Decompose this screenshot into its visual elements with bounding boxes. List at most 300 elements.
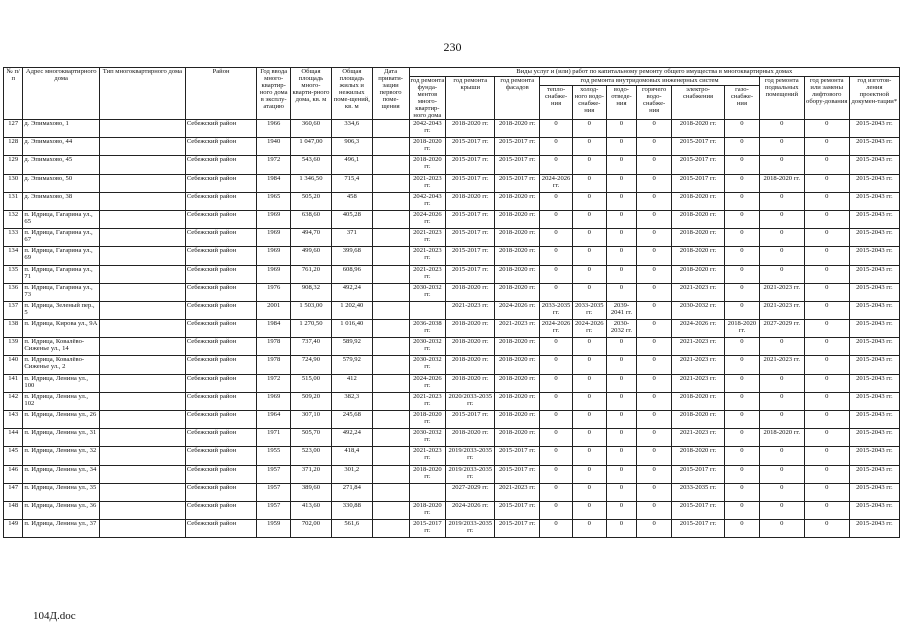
table-cell-fa: 2024-2026 гг.: [495, 301, 540, 319]
table-cell-yr: 1964: [257, 411, 291, 429]
table-cell-dist: Себежский район: [185, 501, 257, 519]
table-row: [4, 301, 900, 319]
table-cell-n: 133: [4, 229, 23, 247]
table-cell-type: [100, 374, 186, 392]
table-cell-c: 0: [572, 447, 606, 465]
table-cell-priv: [372, 356, 409, 374]
table-cell-d: 2015-2043 гг.: [849, 465, 899, 483]
table-cell-yr: 1969: [257, 210, 291, 228]
table-cell-yr: 1957: [257, 465, 291, 483]
table-cell-c: 0: [572, 392, 606, 410]
col-services: Виды услуг и (или) работ по капитальному ремонту общего имущества в многоквартирных домах: [409, 68, 900, 77]
table-cell-r: 2027-2029 гг.: [446, 483, 495, 501]
table-cell-e: 2015-2017 гг.: [671, 138, 724, 156]
table-cell-addr: п. Идрица, Ленина ул., 35: [23, 483, 100, 501]
table-cell-yr: 1978: [257, 338, 291, 356]
table-cell-d: 2015-2043 гг.: [849, 192, 899, 210]
table-cell-fa: 2018-2020 гг.: [495, 120, 540, 138]
table-cell-c: 0: [572, 138, 606, 156]
table-cell-h: 2033-2035 гг.: [540, 301, 573, 319]
table-cell-addr: п. Идрица, Ленина ул., 32: [23, 447, 100, 465]
table-cell-g: 0: [725, 411, 760, 429]
table-row: [4, 520, 900, 538]
col-sewer: водо-отведе-ния: [606, 86, 637, 120]
table-cell-b: 0: [759, 411, 804, 429]
table-cell-s: 0: [606, 429, 637, 447]
table-cell-la: 301,2: [331, 465, 372, 483]
table-cell-b: 2021-2023 гг.: [759, 283, 804, 301]
table-cell-addr: д. Эпимахово, 50: [23, 174, 100, 192]
table-cell-hw: 0: [637, 229, 672, 247]
table-cell-e: 2018-2020 гг.: [671, 210, 724, 228]
table-cell-g: 0: [725, 192, 760, 210]
table-cell-d: 2015-2043 гг.: [849, 210, 899, 228]
table-cell-dist: Себежский район: [185, 447, 257, 465]
table-cell-ta: 509,20: [291, 392, 332, 410]
table-cell-yr: 1966: [257, 120, 291, 138]
table-cell-g: 0: [725, 247, 760, 265]
table-cell-b: 0: [759, 138, 804, 156]
table-cell-li: 0: [804, 374, 849, 392]
table-cell-type: [100, 210, 186, 228]
table-cell-b: 2018-2020 гг.: [759, 429, 804, 447]
table-cell-hw: 0: [637, 483, 672, 501]
table-cell-la: 382,3: [331, 392, 372, 410]
table-cell-b: 0: [759, 210, 804, 228]
table-cell-e: 2018-2020 гг.: [671, 447, 724, 465]
table-cell-g: 0: [725, 429, 760, 447]
table-row: [4, 392, 900, 410]
table-cell-r: 2019/2033-2035 гг.: [446, 465, 495, 483]
table-cell-g: 0: [725, 520, 760, 538]
table-cell-li: 0: [804, 411, 849, 429]
table-cell-priv: [372, 120, 409, 138]
table-cell-hw: 0: [637, 429, 672, 447]
table-cell-type: [100, 447, 186, 465]
table-cell-hw: 0: [637, 356, 672, 374]
table-cell-r: 2019/2033-2035 гг.: [446, 520, 495, 538]
table-cell-addr: п. Идрица, Гагарина ул., 67: [23, 229, 100, 247]
table-cell-c: 0: [572, 283, 606, 301]
table-cell-type: [100, 411, 186, 429]
table-cell-d: 2015-2043 гг.: [849, 138, 899, 156]
table-cell-c: 0: [572, 210, 606, 228]
table-cell-n: 141: [4, 374, 23, 392]
table-cell-type: [100, 356, 186, 374]
table-cell-la: 561,6: [331, 520, 372, 538]
table-cell-li: 0: [804, 283, 849, 301]
table-cell-b: 0: [759, 392, 804, 410]
table-row: [4, 429, 900, 447]
table-cell-type: [100, 392, 186, 410]
table-cell-d: 2015-2043 гг.: [849, 120, 899, 138]
table-cell-h: 0: [540, 192, 573, 210]
table-cell-ta: 389,60: [291, 483, 332, 501]
table-cell-n: 149: [4, 520, 23, 538]
table-cell-s: 2030-2032 гг.: [606, 320, 637, 338]
table-cell-d: 2015-2043 гг.: [849, 247, 899, 265]
table-cell-s: 0: [606, 447, 637, 465]
table-cell-d: 2015-2043 гг.: [849, 392, 899, 410]
table-cell-h: 0: [540, 247, 573, 265]
table-cell-c: 0: [572, 520, 606, 538]
table-cell-la: 330,88: [331, 501, 372, 519]
table-cell-yr: 1972: [257, 374, 291, 392]
table-cell-e: 2015-2017 гг.: [671, 174, 724, 192]
table-cell-s: 0: [606, 265, 637, 283]
col-total-area: Общая площадь много-кварти-рного дома, кв. м: [291, 68, 332, 120]
table-cell-addr: п. Идрица, Зеленый пер., 5: [23, 301, 100, 319]
table-row: [4, 338, 900, 356]
table-cell-s: 2039-2041 гг.: [606, 301, 637, 319]
table-cell-e: 2018-2020 гг.: [671, 247, 724, 265]
table-cell-r: 2015-2017 гг.: [446, 265, 495, 283]
table-cell-type: [100, 247, 186, 265]
table-row: [4, 483, 900, 501]
table-cell-b: 0: [759, 447, 804, 465]
table-cell-addr: п. Идрица, Гагарина ул., 73: [23, 283, 100, 301]
table-cell-e: 2033-2035 гг.: [671, 483, 724, 501]
table-cell-c: 0: [572, 356, 606, 374]
table-cell-h: 2024-2026 гг.: [540, 320, 573, 338]
table-cell-addr: п. Идрица, Ленина ул., 34: [23, 465, 100, 483]
table-cell-addr: д. Эпимахово, 1: [23, 120, 100, 138]
table-cell-h: 0: [540, 138, 573, 156]
table-cell-ta: 307,10: [291, 411, 332, 429]
table-cell-d: 2015-2043 гг.: [849, 265, 899, 283]
table-cell-yr: 1957: [257, 501, 291, 519]
table-cell-fa: 2018-2020 гг.: [495, 229, 540, 247]
footer-filename: 104Д.doc: [33, 610, 76, 622]
table-cell-n: 146: [4, 465, 23, 483]
table-cell-la: 418,4: [331, 447, 372, 465]
table-cell-yr: 1984: [257, 174, 291, 192]
table-row: [4, 174, 900, 192]
table-cell-n: 138: [4, 320, 23, 338]
table-cell-li: 0: [804, 392, 849, 410]
table-row: [4, 283, 900, 301]
table-cell-n: 140: [4, 356, 23, 374]
table-cell-f: 2024-2026 гг.: [409, 374, 446, 392]
table-cell-priv: [372, 465, 409, 483]
table-cell-n: 145: [4, 447, 23, 465]
table-cell-d: 2015-2043 гг.: [849, 338, 899, 356]
table-cell-ta: 724,90: [291, 356, 332, 374]
table-row: [4, 210, 900, 228]
table-cell-f: [409, 483, 446, 501]
table-cell-type: [100, 501, 186, 519]
table-cell-s: 0: [606, 192, 637, 210]
table-cell-c: 0: [572, 483, 606, 501]
table-cell-e: 2018-2020 гг.: [671, 192, 724, 210]
table-cell-d: 2015-2043 гг.: [849, 520, 899, 538]
table-cell-fa: 2018-2020 гг.: [495, 192, 540, 210]
table-cell-r: 2018-2020 гг.: [446, 374, 495, 392]
table-cell-e: 2015-2017 гг.: [671, 156, 724, 174]
table-cell-dist: Себежский район: [185, 374, 257, 392]
col-elec: электро-снабжения: [671, 86, 724, 120]
table-cell-s: 0: [606, 229, 637, 247]
table-cell-la: 399,68: [331, 247, 372, 265]
table-cell-b: 0: [759, 120, 804, 138]
table-cell-d: 2015-2043 гг.: [849, 156, 899, 174]
table-cell-la: 405,28: [331, 210, 372, 228]
table-cell-h: 0: [540, 374, 573, 392]
table-cell-s: 0: [606, 138, 637, 156]
table-cell-addr: п. Идрица, Ленина ул., 26: [23, 411, 100, 429]
table-cell-type: [100, 174, 186, 192]
table-cell-ta: 499,60: [291, 247, 332, 265]
table-cell-yr: 1976: [257, 283, 291, 301]
table-cell-r: 2018-2020 гг.: [446, 192, 495, 210]
table-cell-yr: 1984: [257, 320, 291, 338]
table-cell-addr: п. Идрица, Ленина ул., 37: [23, 520, 100, 538]
table-cell-type: [100, 338, 186, 356]
table-cell-la: 496,1: [331, 156, 372, 174]
table-cell-ta: 505,20: [291, 192, 332, 210]
table-cell-type: [100, 156, 186, 174]
table-cell-b: 0: [759, 247, 804, 265]
table-cell-f: 2042-2043 гг.: [409, 120, 446, 138]
table-cell-e: 2015-2017 гг.: [671, 520, 724, 538]
table-cell-type: [100, 229, 186, 247]
table-cell-c: 0: [572, 429, 606, 447]
table-cell-s: 0: [606, 520, 637, 538]
table-cell-li: 0: [804, 520, 849, 538]
table-cell-hw: 0: [637, 501, 672, 519]
table-cell-c: 0: [572, 465, 606, 483]
table-cell-c: 0: [572, 374, 606, 392]
table-cell-d: 2015-2043 гг.: [849, 320, 899, 338]
table-cell-hw: 0: [637, 210, 672, 228]
table-cell-la: 492,24: [331, 429, 372, 447]
table-cell-fa: 2015-2017 гг.: [495, 138, 540, 156]
table-cell-h: 0: [540, 356, 573, 374]
table-cell-ta: 638,60: [291, 210, 332, 228]
table-cell-dist: Себежский район: [185, 356, 257, 374]
table-row: [4, 265, 900, 283]
col-systems: год ремонта внутридомовых инженерных систем: [540, 77, 760, 86]
table-cell-addr: п. Идрица, Ленина ул., 31: [23, 429, 100, 447]
table-cell-r: 2015-2017 гг.: [446, 411, 495, 429]
table-cell-e: 2018-2020 гг.: [671, 229, 724, 247]
table-cell-d: 2015-2043 гг.: [849, 447, 899, 465]
table-cell-li: 0: [804, 320, 849, 338]
table-cell-priv: [372, 156, 409, 174]
table-row: [4, 374, 900, 392]
table-cell-f: 2018-2020 гг.: [409, 411, 446, 429]
table-cell-b: 0: [759, 338, 804, 356]
table-cell-n: 144: [4, 429, 23, 447]
table-cell-n: 137: [4, 301, 23, 319]
table-cell-ta: 761,20: [291, 265, 332, 283]
table-cell-hw: 0: [637, 392, 672, 410]
table-cell-e: 2015-2017 гг.: [671, 465, 724, 483]
table-cell-h: 2024-2026 гг.: [540, 174, 573, 192]
table-cell-yr: 1972: [257, 156, 291, 174]
table-cell-r: 2018-2020 гг.: [446, 429, 495, 447]
table-cell-addr: д. Эпимахово, 38: [23, 192, 100, 210]
col-cold: холод-ного водо-снабже-ния: [572, 86, 606, 120]
table-cell-addr: п. Идрица, Ковалёво-Сиженье ул., 14: [23, 338, 100, 356]
table-cell-priv: [372, 429, 409, 447]
table-cell-ta: 505,70: [291, 429, 332, 447]
table-cell-r: 2021-2023 гг.: [446, 301, 495, 319]
table-cell-b: 0: [759, 520, 804, 538]
table-cell-priv: [372, 320, 409, 338]
table-cell-type: [100, 483, 186, 501]
table-cell-ta: 702,00: [291, 520, 332, 538]
table-cell-fa: 2018-2020 гг.: [495, 265, 540, 283]
col-type: Тип многоквартирного дома: [100, 68, 186, 120]
col-living-area: Общая площадь жилых и нежилых поме-щений, кв. м: [331, 68, 372, 120]
table-cell-s: 0: [606, 411, 637, 429]
table-cell-priv: [372, 483, 409, 501]
table-cell-dist: Себежский район: [185, 283, 257, 301]
table-cell-g: 0: [725, 356, 760, 374]
table-cell-addr: п. Идрица, Гагарина ул., 69: [23, 247, 100, 265]
table-cell-li: 0: [804, 301, 849, 319]
table-cell-b: 2018-2020 гг.: [759, 174, 804, 192]
table-row: [4, 156, 900, 174]
table-cell-d: 2015-2043 гг.: [849, 283, 899, 301]
table-cell-la: 906,3: [331, 138, 372, 156]
table-cell-yr: 1969: [257, 265, 291, 283]
col-privatization: Дата привати-зации первого поме-щения: [372, 68, 409, 120]
table-cell-h: 0: [540, 483, 573, 501]
table-row: [4, 247, 900, 265]
table-cell-d: 2015-2043 гг.: [849, 374, 899, 392]
table-cell-dist: Себежский район: [185, 465, 257, 483]
table-cell-s: 0: [606, 465, 637, 483]
table-cell-b: 0: [759, 465, 804, 483]
table-body: [4, 120, 900, 538]
col-address: Адрес многоквартирного дома: [23, 68, 100, 120]
table-row: [4, 411, 900, 429]
table-cell-r: 2018-2020 гг.: [446, 338, 495, 356]
table-cell-s: 0: [606, 392, 637, 410]
table-cell-d: 2015-2043 гг.: [849, 483, 899, 501]
table-cell-s: 0: [606, 210, 637, 228]
table-cell-hw: 0: [637, 338, 672, 356]
table-cell-f: 2018-2020 гг.: [409, 501, 446, 519]
table-cell-priv: [372, 265, 409, 283]
table-cell-f: 2030-2032 гг.: [409, 429, 446, 447]
table-cell-hw: 0: [637, 520, 672, 538]
table-cell-la: 334,6: [331, 120, 372, 138]
table-cell-d: 2015-2043 гг.: [849, 356, 899, 374]
table-cell-ta: 908,32: [291, 283, 332, 301]
table-cell-li: 0: [804, 120, 849, 138]
table-cell-f: 2042-2043 гг.: [409, 192, 446, 210]
table-cell-addr: п. Идрица, Гагарина ул., 71: [23, 265, 100, 283]
table-cell-e: 2021-2023 гг.: [671, 338, 724, 356]
table-cell-h: 0: [540, 338, 573, 356]
col-roof: год ремонта крыши: [446, 77, 495, 120]
table-cell-yr: 1965: [257, 192, 291, 210]
table-cell-fa: 2018-2020 гг.: [495, 283, 540, 301]
table-cell-type: [100, 320, 186, 338]
table-cell-h: 0: [540, 229, 573, 247]
table-cell-li: 0: [804, 356, 849, 374]
table-cell-r: 2015-2017 гг.: [446, 247, 495, 265]
table-cell-hw: 0: [637, 192, 672, 210]
table-cell-ta: 1 270,50: [291, 320, 332, 338]
table-cell-fa: 2015-2017 гг.: [495, 156, 540, 174]
table-cell-n: 147: [4, 483, 23, 501]
table-cell-g: 0: [725, 447, 760, 465]
table-cell-n: 128: [4, 138, 23, 156]
table-cell-n: 139: [4, 338, 23, 356]
table-cell-ta: 371,20: [291, 465, 332, 483]
table-cell-b: 0: [759, 229, 804, 247]
table-cell-c: 0: [572, 229, 606, 247]
table-cell-g: 0: [725, 501, 760, 519]
table-cell-fa: 2021-2023 гг.: [495, 483, 540, 501]
table-cell-h: 0: [540, 411, 573, 429]
table-cell-dist: Себежский район: [185, 247, 257, 265]
table-cell-hw: 0: [637, 301, 672, 319]
table-cell-s: 0: [606, 247, 637, 265]
col-gas: газо-снабже-ния: [725, 86, 760, 120]
table-cell-type: [100, 192, 186, 210]
table-cell-r: 2020/2033-2035 гг.: [446, 392, 495, 410]
table-cell-yr: 1969: [257, 229, 291, 247]
table-cell-e: 2015-2017 гг.: [671, 501, 724, 519]
table-cell-dist: Себежский район: [185, 120, 257, 138]
table-cell-fa: 2018-2020 гг.: [495, 338, 540, 356]
table-cell-f: 2015-2017 гг.: [409, 520, 446, 538]
table-row: [4, 447, 900, 465]
table-cell-type: [100, 283, 186, 301]
table-cell-dist: Себежский район: [185, 265, 257, 283]
table-cell-f: 2021-2023 гг.: [409, 229, 446, 247]
table-cell-n: 143: [4, 411, 23, 429]
table-cell-b: 0: [759, 265, 804, 283]
table-cell-priv: [372, 283, 409, 301]
table-cell-f: 2021-2023 гг.: [409, 174, 446, 192]
table-cell-la: 412: [331, 374, 372, 392]
table-cell-g: 0: [725, 138, 760, 156]
table-cell-g: 0: [725, 301, 760, 319]
table-cell-n: 132: [4, 210, 23, 228]
table-cell-h: 0: [540, 447, 573, 465]
table-cell-r: 2018-2020 гг.: [446, 120, 495, 138]
table-cell-ta: 515,00: [291, 374, 332, 392]
table-cell-addr: д. Эпимахово, 44: [23, 138, 100, 156]
table-cell-f: 2021-2023 гг.: [409, 265, 446, 283]
table-cell-li: 0: [804, 210, 849, 228]
table-cell-h: 0: [540, 156, 573, 174]
table-cell-hw: 0: [637, 283, 672, 301]
table-cell-s: 0: [606, 483, 637, 501]
page-number: 230: [443, 40, 462, 54]
table-cell-g: 0: [725, 374, 760, 392]
table-cell-ta: 413,60: [291, 501, 332, 519]
table-cell-priv: [372, 192, 409, 210]
table-cell-n: 134: [4, 247, 23, 265]
table-cell-c: 0: [572, 174, 606, 192]
table-cell-li: 0: [804, 338, 849, 356]
table-cell-g: 0: [725, 483, 760, 501]
table-cell-r: 2015-2017 гг.: [446, 229, 495, 247]
table-cell-yr: 1978: [257, 356, 291, 374]
table-cell-b: 0: [759, 501, 804, 519]
table-cell-c: 2033-2035 гг.: [572, 301, 606, 319]
col-lift: год ремонта или замены лифтового обору-дования: [804, 77, 849, 120]
table-cell-s: 0: [606, 283, 637, 301]
table-cell-la: 245,68: [331, 411, 372, 429]
